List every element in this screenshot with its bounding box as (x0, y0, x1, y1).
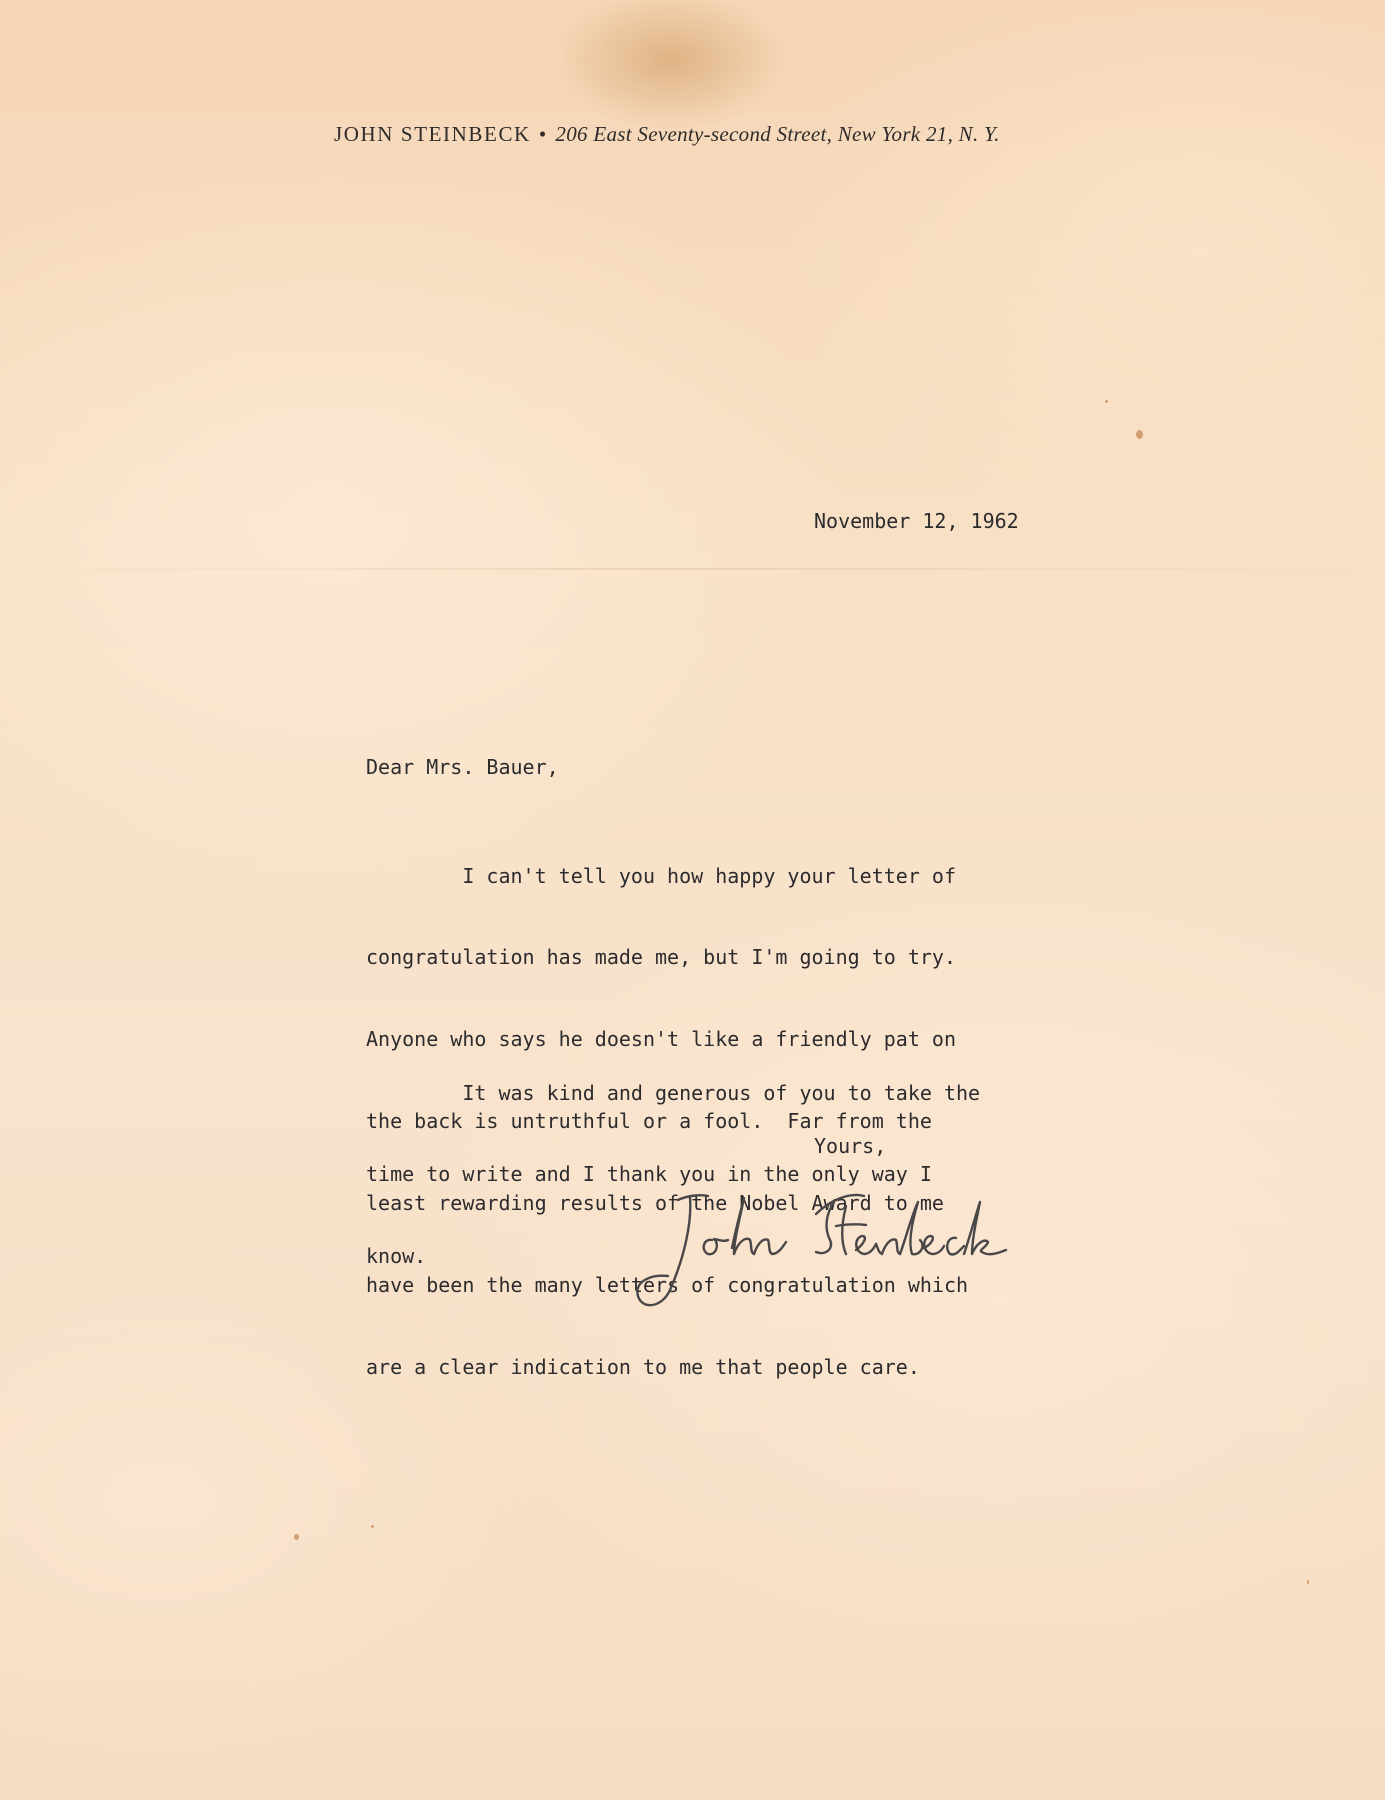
salutation: Dear Mrs. Bauer, (366, 755, 559, 779)
handwritten-signature (620, 1178, 1020, 1318)
paragraph-line: Anyone who says he doesn't like a friendly pat on (366, 1027, 957, 1052)
paper-speck (1307, 1580, 1309, 1584)
paper-speck (371, 1525, 374, 1528)
closing: Yours, (814, 1134, 887, 1158)
paper-speck (294, 1534, 299, 1540)
letterhead-address: 206 East Seventy-second Street, New York 21, N. Y. (555, 122, 1000, 146)
paragraph-line: time to write and I thank you in the only way I (366, 1162, 932, 1187)
paragraph-line: I can't tell you how happy your letter of (366, 863, 957, 888)
letterhead-name: JOHN STEINBECK (334, 122, 531, 146)
paragraph-line: least rewarding results of the Nobel Award to me (366, 1191, 944, 1216)
letter-date: November 12, 1962 (814, 509, 1019, 533)
letterhead (334, 122, 1000, 147)
paragraph-line: have been the many letters of congratulation which (366, 1273, 969, 1298)
paragraph-line: the back is untruthful or a fool. Far from the (366, 1109, 932, 1134)
letterhead-separator: • (538, 122, 548, 146)
paper-fold (0, 568, 1385, 570)
paragraph-line: It was kind and generous of you to take the (366, 1080, 981, 1105)
paper-speck (1105, 400, 1108, 403)
paragraph-line: are a clear indication to me that people care. (366, 1354, 920, 1379)
paper-speck (1136, 430, 1143, 439)
paragraph-line: congratulation has made me, but I'm going to try. (366, 945, 957, 970)
paragraph-line: know. (366, 1244, 427, 1269)
